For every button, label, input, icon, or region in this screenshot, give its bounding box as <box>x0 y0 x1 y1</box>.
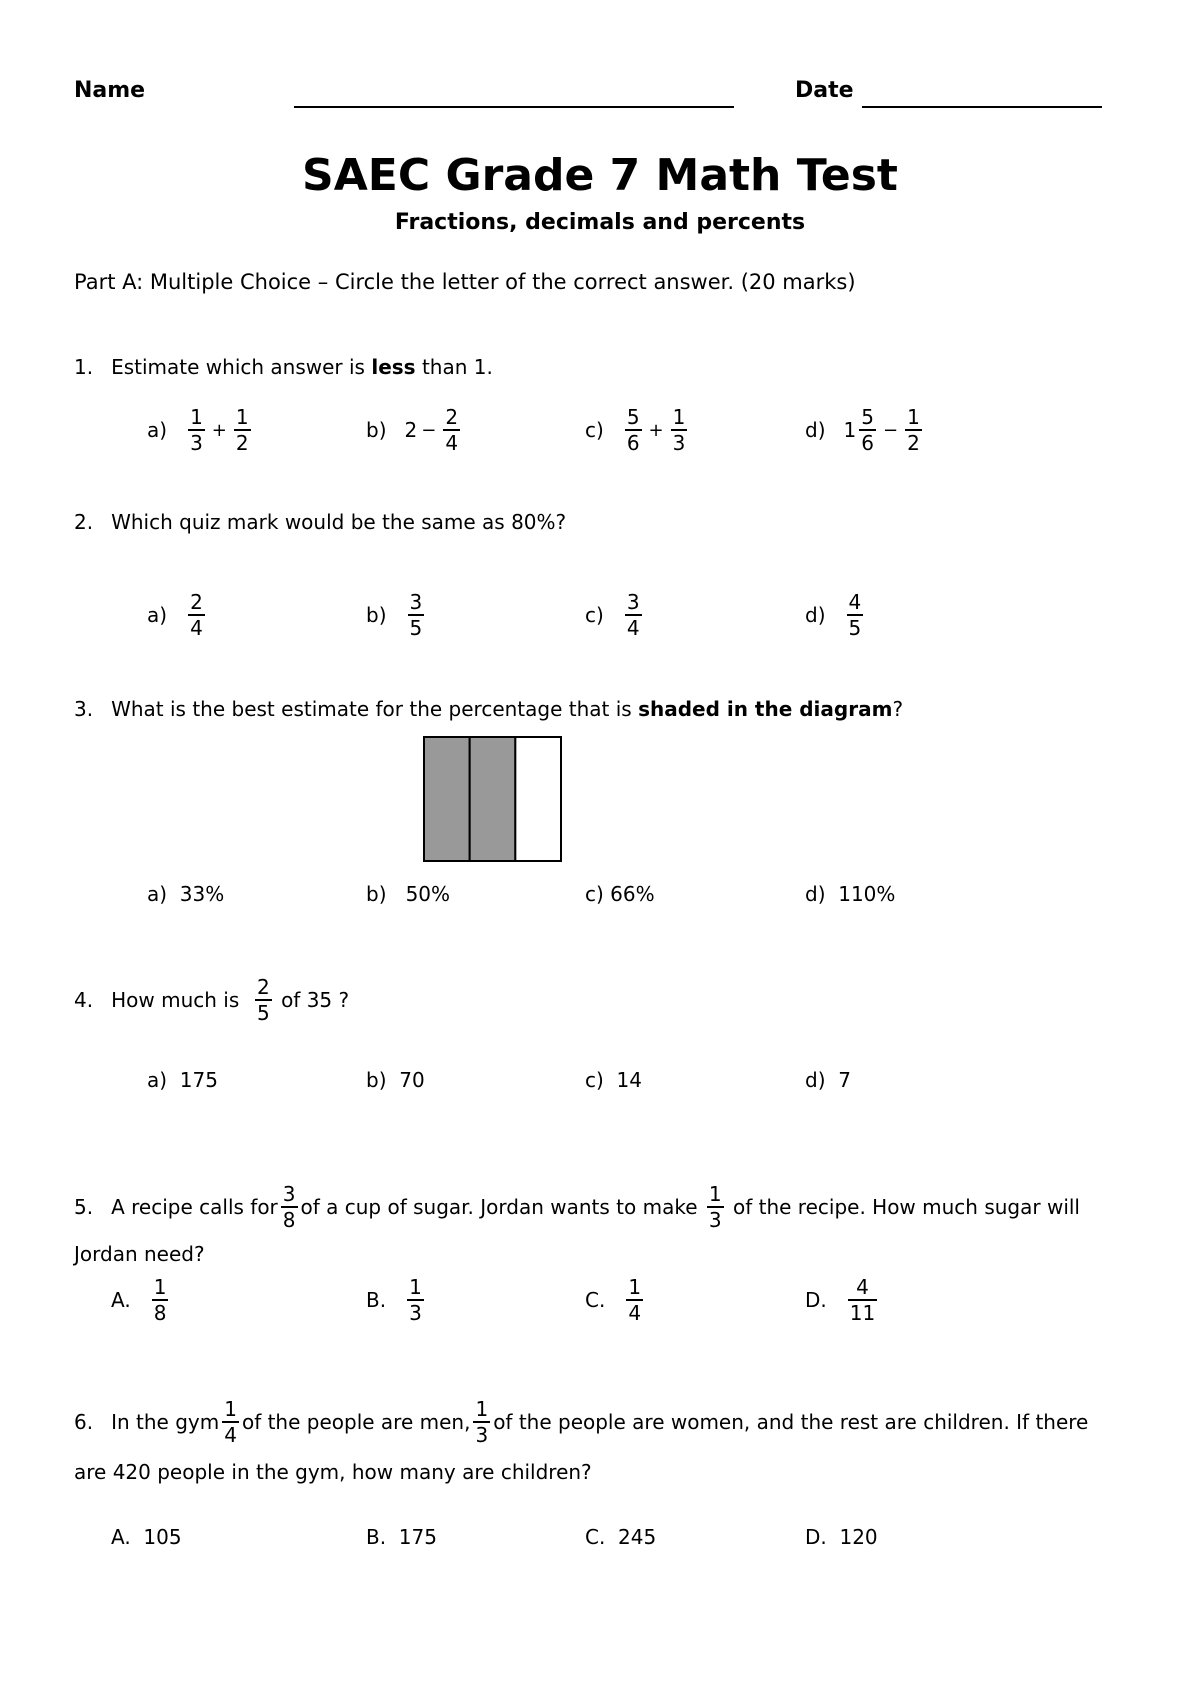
diagram-shaded-part <box>424 737 470 861</box>
question-1: 1. Estimate which answer is less than 1. <box>74 355 493 379</box>
question-4: 4. How much is $\frac{2}{5}$ of 35 ? <box>74 975 350 1025</box>
fraction: $\frac{5}{6}$ <box>626 405 640 455</box>
q2-option-d[interactable]: d) $\frac{4}{5}$ <box>805 590 862 640</box>
q4-option-b[interactable]: b) 70 <box>366 1068 425 1092</box>
fraction: $\frac{4}{5}$ <box>848 590 862 640</box>
question-5: 5. A recipe calls for $\frac{3}{8}$ of a cup of sugar. Jordan wants to make $\frac{1}{3}$ of the recipe. How much sugar will <box>74 1182 1080 1232</box>
q1-option-d[interactable]: d) 1 $\frac{5}{6}$ − $\frac{1}{2}$ <box>805 405 920 455</box>
question-2: 2. Which quiz mark would be the same as 80%? <box>74 510 567 534</box>
fraction: $\frac{1}{2}$ <box>907 405 920 455</box>
fraction: $\frac{3}{8}$ <box>282 1182 296 1232</box>
shaded-diagram <box>420 735 565 863</box>
date-label: Date <box>795 78 854 103</box>
question-5-line-2: Jordan need? <box>74 1242 205 1266</box>
fraction: $\frac{1}{3}$ <box>475 1397 489 1447</box>
q3-option-b[interactable]: b) 50% <box>366 882 451 906</box>
q2-option-b[interactable]: b) $\frac{3}{5}$ <box>366 590 423 640</box>
fraction: $\frac{3}{4}$ <box>626 590 640 640</box>
part-a-instructions: Part A: Multiple Choice – Circle the letter of the correct answer. (20 marks) <box>74 270 856 294</box>
fraction: $\frac{1}{3}$ <box>672 405 686 455</box>
q5-option-c[interactable]: C. $\frac{1}{4}$ <box>585 1275 642 1325</box>
date-field-line[interactable] <box>862 106 1102 108</box>
q3-option-d[interactable]: d) 110% <box>805 882 896 906</box>
name-label: Name <box>74 78 146 103</box>
q1-option-a[interactable]: a) $\frac{1}{3}$ + $\frac{1}{2}$ <box>147 405 249 455</box>
fraction: $\frac{1}{8}$ <box>153 1275 167 1325</box>
q2-option-a[interactable]: a) $\frac{2}{4}$ <box>147 590 203 640</box>
fraction: $\frac{3}{5}$ <box>409 590 423 640</box>
fraction: $\frac{2}{4}$ <box>445 405 459 455</box>
q1-option-c[interactable]: c) $\frac{5}{6}$ + $\frac{1}{3}$ <box>585 405 686 455</box>
fraction: $\frac{1}{2}$ <box>235 405 249 455</box>
fraction: $\frac{5}{6}$ <box>861 405 874 455</box>
q2-option-c[interactable]: c) $\frac{3}{4}$ <box>585 590 640 640</box>
fraction: $\frac{1}{3}$ <box>190 405 203 455</box>
fraction: $\frac{1}{4}$ <box>224 1397 237 1447</box>
name-field-line[interactable] <box>294 106 734 108</box>
question-6-line-2: are 420 people in the gym, how many are children? <box>74 1460 592 1484</box>
page-title: SAEC Grade 7 Math Test <box>302 150 898 201</box>
q6-option-d[interactable]: D. 120 <box>805 1525 878 1549</box>
diagram-shaded-part <box>470 737 516 861</box>
fraction: $\frac{2}{5}$ <box>256 975 270 1025</box>
q5-option-b[interactable]: B. $\frac{1}{3}$ <box>366 1275 422 1325</box>
q6-option-a[interactable]: A. 105 <box>111 1525 182 1549</box>
q3-option-c[interactable]: c) 66% <box>585 882 655 906</box>
q6-option-b[interactable]: B. 175 <box>366 1525 437 1549</box>
q6-option-c[interactable]: C. 245 <box>585 1525 657 1549</box>
fraction: $\frac{1}{3}$ <box>708 1182 722 1232</box>
page-subtitle: Fractions, decimals and percents <box>394 210 806 235</box>
q4-option-c[interactable]: c) 14 <box>585 1068 642 1092</box>
fraction: $\frac{4}{11}$ <box>849 1275 876 1325</box>
q4-option-d[interactable]: d) 7 <box>805 1068 851 1092</box>
diagram-unshaded-part <box>515 737 561 861</box>
question-6: 6. In the gym $\frac{1}{4}$ of the people are men, $\frac{1}{3}$ of the people are women, and the rest are children. If there <box>74 1397 1089 1447</box>
fraction: $\frac{1}{3}$ <box>409 1275 422 1325</box>
fraction: $\frac{2}{4}$ <box>190 590 203 640</box>
q4-option-a[interactable]: a) 175 <box>147 1068 218 1092</box>
q3-option-a[interactable]: a) 33% <box>147 882 225 906</box>
q5-option-d[interactable]: D. $\frac{4}{11}$ <box>805 1275 876 1325</box>
q1-option-b[interactable]: b) 2 − $\frac{2}{4}$ <box>366 405 459 455</box>
fraction: $\frac{1}{4}$ <box>628 1275 642 1325</box>
q5-option-a[interactable]: A. $\frac{1}{8}$ <box>111 1275 167 1325</box>
question-3: 3. What is the best estimate for the percentage that is shaded in the diagram ? <box>74 697 904 721</box>
